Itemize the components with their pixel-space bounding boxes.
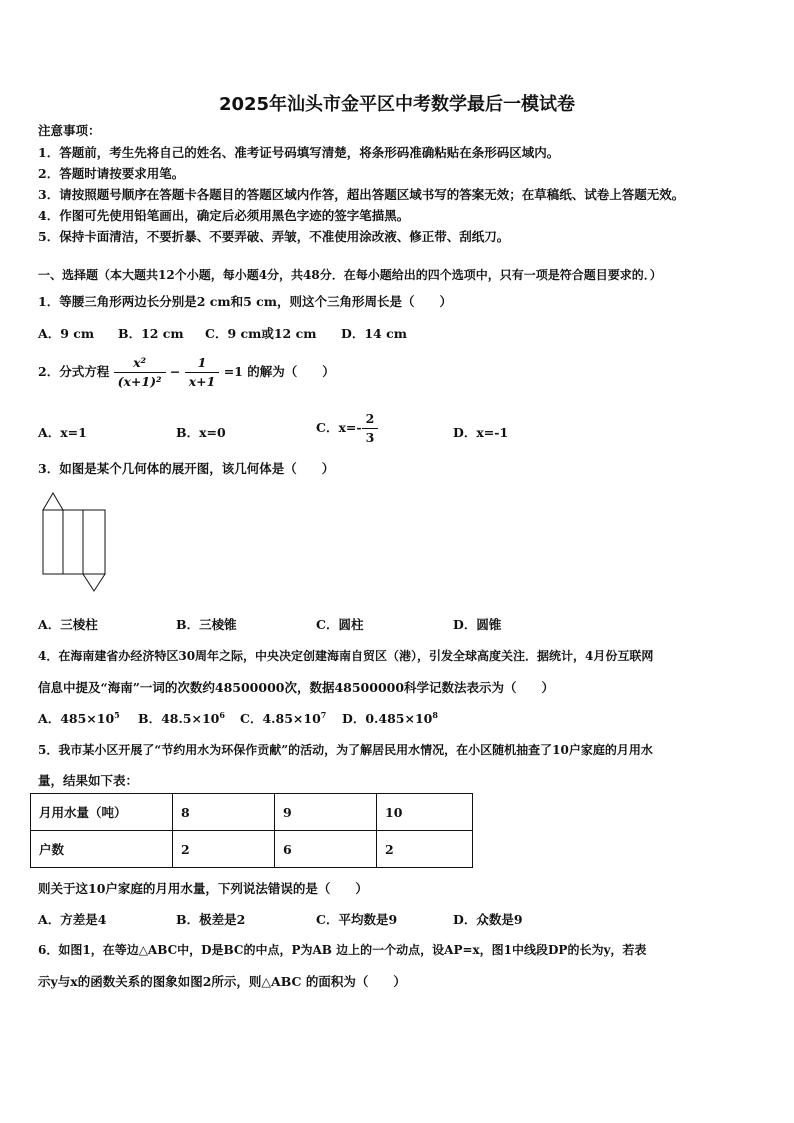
q2-minus: −: [169, 364, 181, 379]
question-3-stem: 3．如图是某个几何体的展开图，该几何体是（ ）: [38, 461, 335, 476]
notice-item: 2．答题时请按要求用笔。: [38, 166, 185, 181]
q5-option-b: B．极差是2: [176, 912, 246, 927]
q2-frac2-numerator: 1: [197, 355, 207, 370]
table-cell: 9: [275, 794, 377, 831]
q2-optc-numerator: 2: [365, 411, 375, 426]
net-face-1: [43, 510, 63, 574]
table-cell: 2: [377, 831, 473, 868]
table-row: [31, 794, 473, 831]
q2-option-a: A．x=1: [38, 425, 87, 440]
notice-heading: 注意事项：: [38, 123, 101, 138]
table-row: [31, 831, 473, 868]
q2-option-d: D．x=-1: [453, 425, 509, 440]
q4-option-a-base: A．485×10: [38, 711, 115, 726]
q2-option-c-fraction: [362, 410, 379, 447]
question-5-prompt: 则关于这10户家庭的月用水量，下列说法错误的是（ ）: [38, 881, 368, 896]
q4-option-d-base: D．0.485×10: [342, 711, 433, 726]
question-1-stem: 1．等腰三角形两边长分别是2 cm和5 cm，则这个三角形周长是（ ）: [38, 294, 452, 309]
prism-net-figure: [38, 490, 110, 594]
q3-option-b: B．三棱锥: [176, 617, 237, 632]
q2-fraction-1: [114, 354, 166, 391]
notice-item: 1．答题前，考生先将自己的姓名、准考证号码填写清楚，将条形码准确粘贴在条形码区域内。: [38, 145, 560, 160]
q2-optc-denominator: 3: [362, 428, 379, 447]
q2-option-c: [316, 410, 378, 447]
q1-option-b: B．12 cm: [118, 326, 184, 341]
q1-option-c: C．9 cm或12 cm: [205, 326, 317, 341]
q5-option-c: C．平均数是9: [316, 912, 398, 927]
question-2-stem: [38, 354, 335, 391]
q4-option-b-exp: 6: [219, 709, 225, 720]
q4-option-d-exp: 8: [432, 709, 438, 720]
q2-frac1-denominator: (x+1)²: [114, 372, 166, 391]
page-title: 2025年汕头市金平区中考数学最后一模试卷: [218, 94, 576, 115]
question-5-line-1: 5．我市某小区开展了“节约用水为环保作贡献”的活动，为了解居民用水情况，在小区随机抽查了10户家庭的月用水: [38, 743, 653, 757]
question-5-line-2: 量，结果如下表：: [38, 773, 139, 788]
net-face-2: [63, 510, 83, 574]
notice-item: 4．作图可先使用铅笔画出，确定后必须用黑色字迹的签字笔描黑。: [38, 208, 410, 223]
question-4-line-2: 信息中提及“海南”一词的次数约48500000次，数据48500000科学记数法表示为（ ）: [38, 680, 555, 695]
notice-item: 5．保持卡面清洁，不要折暴、不要弄破、弄皱，不准使用涂改液、修正带、刮纸刀。: [38, 229, 510, 244]
table-cell: 月用水量（吨）: [31, 794, 173, 831]
net-top-triangle: [43, 493, 63, 510]
net-bottom-triangle: [83, 574, 105, 591]
notice-item: 3．请按照题号顺序在答题卡各题目的答题区域内作答，超出答题区域书写的答案无效；在草稿纸、试卷上答题无效。: [38, 187, 685, 202]
table-cell: 10: [377, 794, 473, 831]
table-cell: 户数: [31, 831, 173, 868]
net-face-3: [83, 510, 105, 574]
question-6-line-2: 示y与x的函数关系的图象如图2所示，则△ABC 的面积为（ ）: [38, 974, 406, 989]
table-cell: 8: [173, 794, 275, 831]
q2-prefix: 2．分式方程: [38, 364, 110, 379]
q4-option-c-base: C．4.85×10: [240, 711, 321, 726]
q4-option-c-exp: 7: [320, 709, 327, 720]
q5-option-a: A．方差是4: [38, 912, 107, 927]
q2-frac1-numerator: x²: [133, 355, 146, 370]
q2-fraction-2: [185, 354, 220, 391]
q4-option-b: [138, 709, 225, 727]
q2-option-c-label: C．x=-: [316, 420, 362, 435]
q5-option-d: D．众数是9: [453, 912, 523, 927]
q4-option-a-exp: 5: [114, 709, 120, 720]
question-6-line-1: 6．如图1，在等边△ABC中，D是BC的中点，P为AB 边上的一个动点，设AP=x，图1中线段DP的长为y，若表: [38, 943, 647, 957]
table-cell: 6: [275, 831, 377, 868]
table-cell: 2: [173, 831, 275, 868]
q4-option-d: [342, 709, 438, 727]
q3-option-d: D．圆锥: [453, 617, 502, 632]
q1-option-d: D．14 cm: [341, 326, 407, 341]
q4-option-b-base: B．48.5×10: [138, 711, 220, 726]
q1-option-a: A．9 cm: [38, 326, 95, 341]
q4-option-c: [240, 709, 326, 727]
q2-frac2-denominator: x+1: [185, 372, 220, 391]
q2-option-b: B．x=0: [176, 425, 226, 440]
water-usage-table: [30, 793, 473, 868]
q3-option-a: A．三棱柱: [38, 617, 98, 632]
question-4-line-1: 4．在海南建省办经济特区30周年之际，中央决定创建海南自贸区（港），引发全球高度关注．据统计，4月份互联网: [38, 649, 654, 663]
section-heading: 一、选择题（本大题共12个小题，每小题4分，共48分．在每小题给出的四个选项中，只有一项是符合题目要求的．）: [38, 268, 662, 282]
q2-suffix: =1 的解为（ ）: [223, 364, 335, 379]
q4-option-a: [38, 709, 120, 727]
q3-option-c: C．圆柱: [316, 617, 364, 632]
